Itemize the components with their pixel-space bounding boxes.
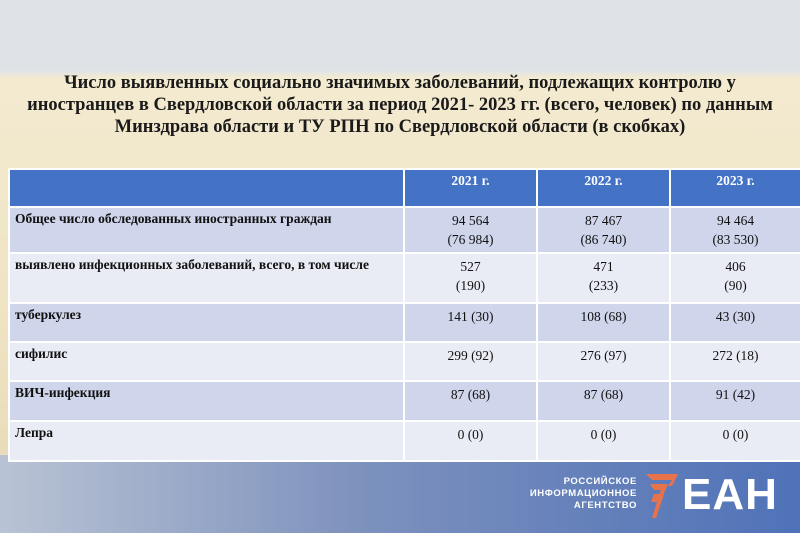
- table-cell: 141 (30): [404, 303, 537, 342]
- table-cell: 94 564 (76 984): [404, 207, 537, 253]
- table-cell: 87 (68): [537, 381, 670, 421]
- table-cell: 0 (0): [404, 421, 537, 461]
- table-cell: 272 (18): [670, 342, 800, 381]
- data-table: [8, 168, 800, 462]
- column-header: 2023 г.: [670, 169, 800, 207]
- table-cell: 0 (0): [670, 421, 800, 461]
- row-label: Общее число обследованных иностранных граждан: [9, 207, 404, 253]
- page-title: Число выявленных социально значимых заболеваний, подлежащих контролю у иностранцев в Свердловской области за период 2021- 2023 гг. (всего, человек) по данным Минздрава области и ТУ РПН по Свердловской области (в скобках): [27, 73, 773, 137]
- logo-wordmark: ЕАН: [682, 470, 778, 519]
- table-row: [9, 381, 800, 421]
- table-row: [9, 342, 800, 381]
- table-row: [9, 421, 800, 461]
- table-cell: 91 (42): [670, 381, 800, 421]
- table-cell: 43 (30): [670, 303, 800, 342]
- table-cell: 94 464 (83 530): [670, 207, 800, 253]
- agency-logo: [530, 472, 785, 520]
- table-cell: 0 (0): [537, 421, 670, 461]
- table-cell: 299 (92): [404, 342, 537, 381]
- column-header: 2021 г.: [404, 169, 537, 207]
- logo-flame-icon: [642, 472, 682, 520]
- table-cell: 527 (190): [404, 253, 537, 303]
- row-label: выявлено инфекционных заболеваний, всего, в том числе: [9, 253, 404, 303]
- table-cell: 87 (68): [404, 381, 537, 421]
- logo-caption: РОССИЙСКОЕ ИНФОРМАЦИОННОЕ АГЕНТСТВО: [529, 476, 637, 511]
- column-header: [9, 169, 404, 207]
- table-row: [9, 207, 800, 253]
- row-label: туберкулез: [9, 303, 404, 342]
- table-row: [9, 303, 800, 342]
- table-row: [9, 253, 800, 303]
- table-cell: 87 467 (86 740): [537, 207, 670, 253]
- row-label: Лепра: [9, 421, 404, 461]
- row-label: сифилис: [9, 342, 404, 381]
- table-cell: 471 (233): [537, 253, 670, 303]
- table-header-row: [9, 169, 800, 207]
- row-label: ВИЧ-инфекция: [9, 381, 404, 421]
- table-cell: 406 (90): [670, 253, 800, 303]
- table-cell: 276 (97): [537, 342, 670, 381]
- table-cell: 108 (68): [537, 303, 670, 342]
- column-header: 2022 г.: [537, 169, 670, 207]
